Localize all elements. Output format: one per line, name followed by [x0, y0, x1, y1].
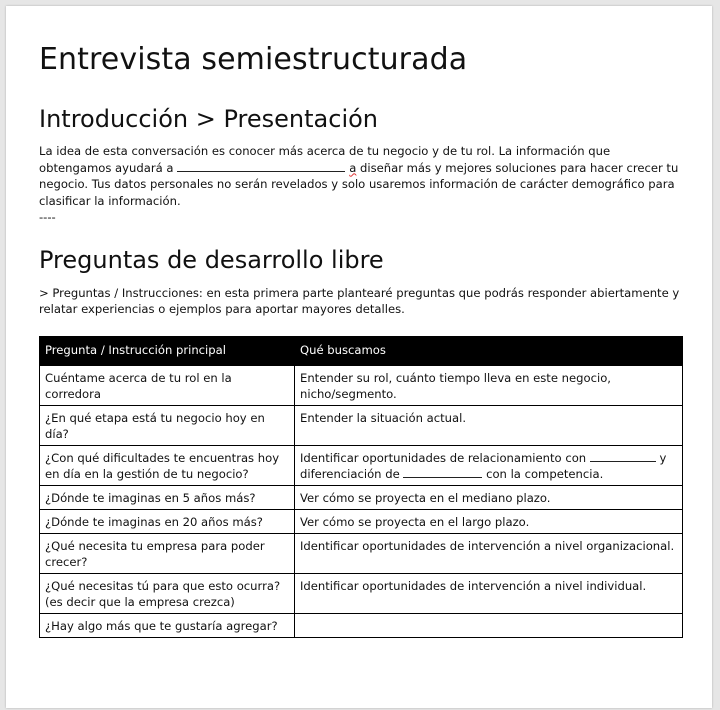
table-row: [40, 445, 683, 485]
goal-cell: [295, 613, 683, 637]
section-heading-questions: Preguntas de desarrollo libre: [39, 245, 384, 274]
question-cell: ¿Dónde te imaginas en 5 años más?: [40, 485, 295, 509]
table-row: [40, 485, 683, 509]
goal-cell: Identificar oportunidades de intervención a nivel individual.: [295, 573, 683, 613]
goal-text-part3: con la competencia.: [482, 466, 604, 481]
table-row: [40, 365, 683, 405]
intro-text-part1: La idea de esta conversación es conocer más acerca de tu negocio y de tu rol. La información que obtengamos ayudará a: [39, 144, 611, 175]
separator-text: ----: [39, 210, 56, 224]
questions-table: [39, 336, 683, 638]
table-row: [40, 573, 683, 613]
document-content: [39, 44, 681, 638]
intro-text-part2: diseñar más y mejores soluciones para hacer crecer tu negocio. Tus datos personales no serán revelados y solo usaremos información de carácter demográfico para clasificar la información.: [39, 160, 679, 208]
table-row: [40, 405, 683, 445]
document-title: Entrevista semiestructurada: [39, 42, 468, 77]
question-cell: Cuéntame acerca de tu rol en la corredora: [40, 365, 295, 405]
goal-cell: Ver cómo se proyecta en el mediano plazo.: [295, 485, 683, 509]
table-row: [40, 509, 683, 533]
goal-text-part2: y diferenciación de: [300, 450, 667, 481]
intro-paragraph: [39, 143, 681, 226]
table-row: [40, 613, 683, 637]
fill-in-blank: [403, 467, 482, 478]
header-goal: Qué buscamos: [295, 336, 683, 365]
table-header-row: [40, 336, 683, 365]
fill-in-blank: [177, 161, 345, 172]
goal-cell: Entender la situación actual.: [295, 405, 683, 445]
question-cell: ¿En qué etapa está tu negocio hoy en día?: [40, 405, 295, 445]
goal-cell: Ver cómo se proyecta en el largo plazo.: [295, 509, 683, 533]
instructions-paragraph: > Preguntas / Instrucciones: en esta primera parte plantearé preguntas que podrás responder abiertamente y relatar experiencias o ejemplos para aportar mayores detalles.: [39, 285, 680, 316]
question-cell: ¿Con qué dificultades te encuentras hoy en día en la gestión de tu negocio?: [40, 445, 295, 485]
section-heading-introduction: Introducción > Presentación: [39, 105, 378, 133]
goal-cell: [295, 445, 683, 485]
header-question: Pregunta / Instrucción principal: [40, 336, 295, 365]
document-page: [6, 6, 712, 708]
goal-cell: Entender su rol, cuánto tiempo lleva en este negocio, nicho/segmento.: [295, 365, 683, 405]
goal-cell: Identificar oportunidades de intervención a nivel organizacional.: [295, 533, 683, 573]
table-row: [40, 533, 683, 573]
goal-text-part1: Identificar oportunidades de relacionamiento con: [300, 450, 590, 465]
question-cell: ¿Qué necesita tu empresa para poder crecer?: [40, 533, 295, 573]
question-cell: ¿Qué necesitas tú para que esto ocurra? (es decir que la empresa crezca): [40, 573, 295, 613]
spellcheck-word: a: [349, 160, 357, 175]
question-cell: ¿Hay algo más que te gustaría agregar?: [40, 613, 295, 637]
fill-in-blank: [590, 451, 656, 462]
question-cell: ¿Dónde te imaginas en 20 años más?: [40, 509, 295, 533]
